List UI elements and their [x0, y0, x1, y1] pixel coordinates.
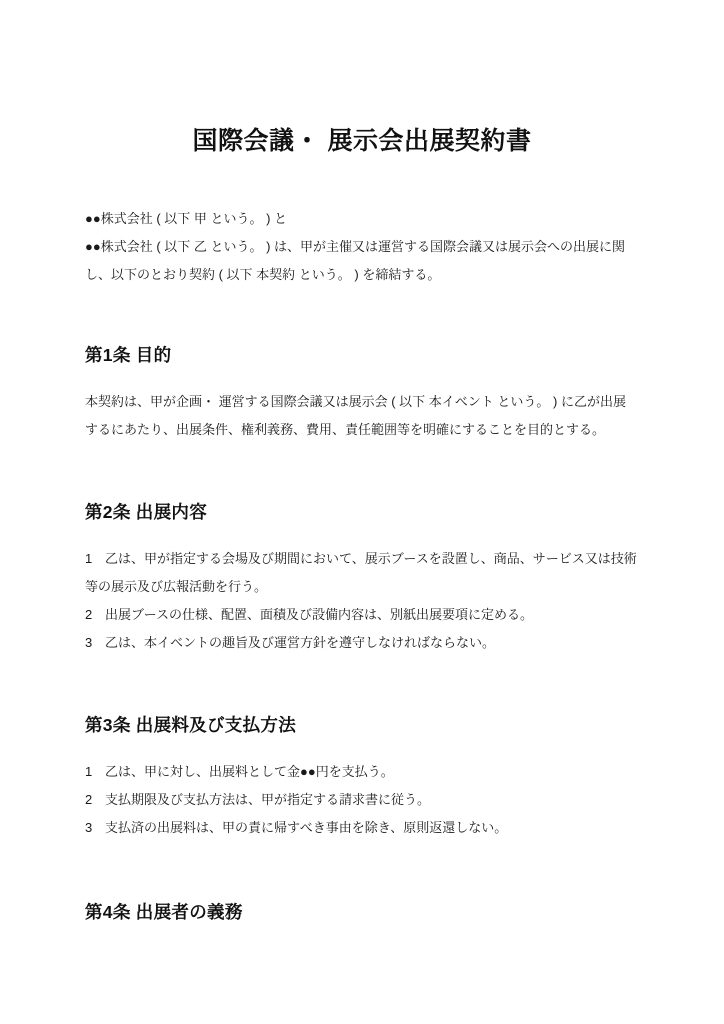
article-4-heading: 第4条 出展者の義務: [85, 901, 243, 922]
spacer: [85, 367, 637, 388]
preamble-line-1: ●●株式会社 ( 以下 甲 という。 ) と: [85, 211, 288, 226]
article-3-heading: 第3条 出展料及び支払方法: [85, 714, 296, 735]
clause-item: [85, 758, 637, 786]
clause-number: 3: [85, 819, 93, 835]
article-1-body: 本契約は、甲が企画・ 運営する国際会議又は展示会 ( 以下 本イベント という。 ) に乙が出展するにあたり、出展条件、権利義務、費用、責任範囲等を明確にすることを目的とする。: [85, 393, 626, 437]
clause-number: 1: [85, 763, 93, 779]
clause-item: [85, 545, 637, 601]
article-2-clause-list: [85, 545, 637, 657]
clause-text: 支払済の出展料は、甲の責に帰すべき事由を除き、原則返還しない。: [105, 819, 508, 835]
document-body: [85, 205, 637, 924]
clause-text: 支払期限及び支払方法は、甲が指定する請求書に従う。: [105, 791, 431, 807]
clause-item: [85, 786, 637, 814]
clause-number: 3: [85, 634, 93, 650]
article-4: [85, 902, 637, 924]
preamble-line-2: ●●株式会社 ( 以下 乙 という。 ) は、甲が主催又は運営する国際会議又は展示会への出展に関し、以下のとおり契約 ( 以下 本契約 という。 ) を締結する。: [85, 239, 626, 282]
clause-text: 出展ブースの仕様、配置、面積及び設備内容は、別紙出展要項に定める。: [105, 606, 533, 622]
spacer: [85, 842, 637, 902]
clause-item: [85, 601, 637, 629]
article-1: [85, 345, 637, 444]
article-2: [85, 502, 637, 657]
clause-text: 乙は、甲に対し、出展料として金●●円を支払う。: [105, 763, 394, 779]
clause-number: 1: [85, 550, 93, 566]
clause-item: [85, 814, 637, 842]
spacer: [85, 524, 637, 545]
clause-item: [85, 629, 637, 657]
preamble-block: [85, 205, 637, 289]
article-3: [85, 715, 637, 842]
page-title: 国際会議・ 展示会出展契約書: [192, 127, 532, 155]
clause-number: 2: [85, 606, 93, 622]
spacer: [85, 289, 637, 345]
article-1-heading: 第1条 目的: [85, 345, 172, 365]
spacer: [85, 657, 637, 715]
article-3-clause-list: [85, 758, 637, 842]
spacer: [85, 737, 637, 758]
clause-number: 2: [85, 791, 93, 807]
clause-text: 乙は、甲が指定する会場及び期間において、展示ブースを設置し、商品、サービス又は技術等の展示及び広報活動を行う。: [85, 550, 637, 594]
clause-text: 乙は、本イベントの趣旨及び運営方針を遵守しなければならない。: [105, 634, 496, 650]
article-2-heading: 第2条 出展内容: [85, 501, 207, 522]
spacer: [85, 444, 637, 502]
